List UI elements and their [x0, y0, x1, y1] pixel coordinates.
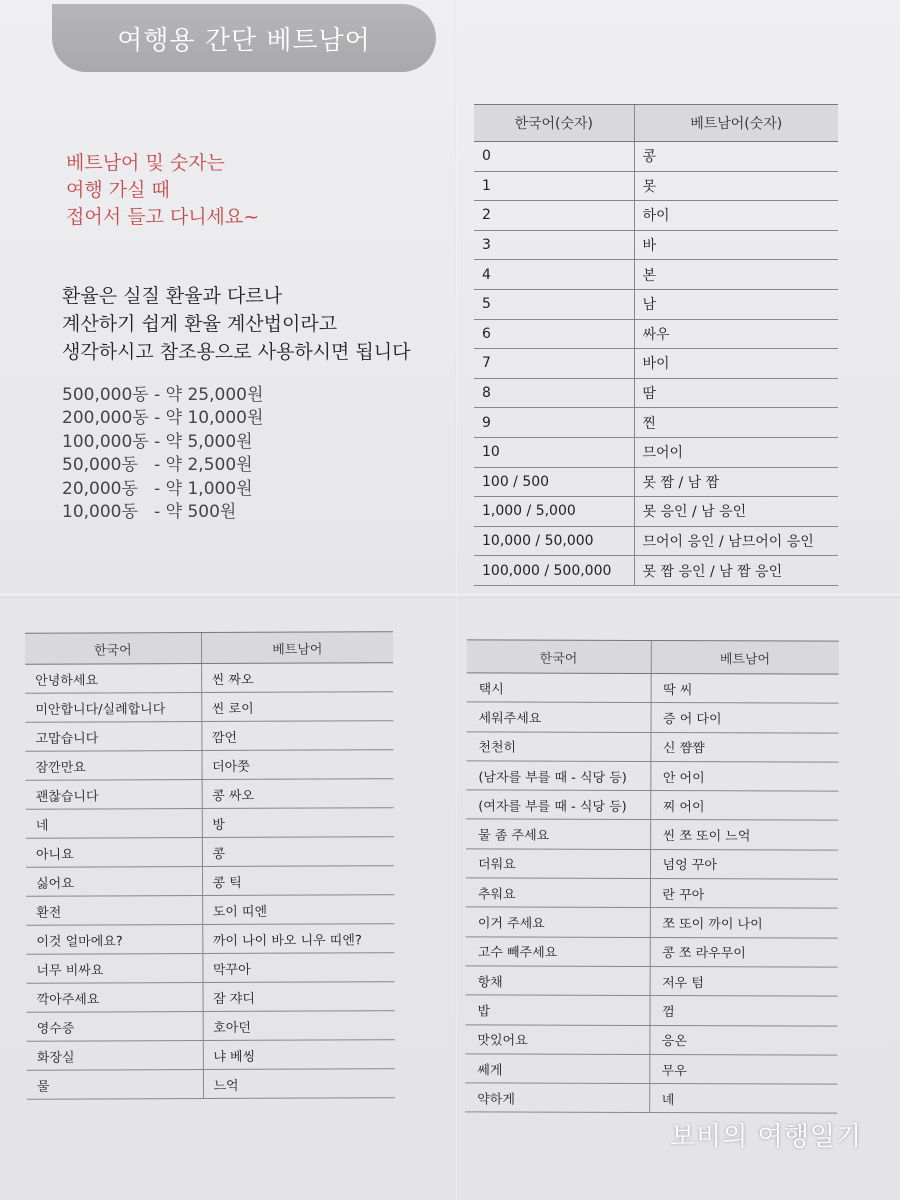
vietnamese-cell: 본 — [634, 260, 838, 290]
vietnamese-cell: 신 쨤쨤 — [650, 732, 838, 762]
korean-cell: 천천히 — [466, 731, 650, 761]
exchange-rate-item: 50,000동 - 약 2,500원 — [62, 455, 253, 476]
korean-cell: 4 — [474, 260, 634, 290]
table-row — [465, 995, 837, 1026]
korean-cell: 추워요 — [466, 878, 650, 908]
korean-cell: 영수증 — [27, 1012, 203, 1042]
table-row — [474, 556, 838, 586]
table-row — [26, 808, 394, 839]
carry-note-line: 접어서 들고 다니세요~ — [66, 206, 260, 228]
table-row — [466, 907, 838, 938]
vietnamese-cell: 므어이 응인 / 남므어이 응인 — [634, 526, 838, 556]
table-row — [466, 761, 838, 792]
korean-cell: 물 좀 주세요 — [466, 819, 650, 849]
table-row — [474, 289, 838, 319]
korean-cell: 0 — [474, 142, 634, 172]
table-row — [27, 1011, 395, 1042]
table-row — [474, 408, 838, 438]
carry-note-line: 여행 가실 때 — [66, 179, 170, 201]
table-row — [465, 1083, 837, 1114]
korean-cell: 싫어요 — [26, 867, 202, 897]
table-row — [466, 937, 838, 968]
watermark: 보비의 여행일기 — [670, 1122, 863, 1152]
table-row — [466, 790, 838, 821]
vietnamese-cell: 못 — [634, 171, 838, 201]
vietnamese-cell: 딱 씨 — [651, 673, 839, 703]
exchange-rate-list — [62, 384, 263, 524]
vietnamese-cell: 막꾸아 — [202, 953, 394, 983]
vietnamese-cell: 못 짬 / 남 짬 — [634, 467, 838, 497]
vietnamese-cell: 바 — [634, 230, 838, 260]
table-row — [25, 663, 393, 694]
column-header-korean: 한국어 — [25, 633, 201, 665]
vietnamese-cell: 녜 — [649, 1084, 837, 1114]
vietnamese-cell: 방 — [202, 808, 394, 838]
table-row — [27, 1040, 395, 1071]
korean-cell: 3 — [474, 230, 634, 260]
vietnamese-cell: 콩 싸오 — [202, 779, 394, 809]
vietnamese-cell: 란 꾸아 — [650, 879, 838, 909]
vietnamese-cell: 콩 — [634, 142, 838, 172]
table-row — [26, 837, 394, 868]
phrases-table-right — [465, 639, 839, 1114]
table-row — [26, 866, 394, 897]
korean-cell: 밥 — [465, 995, 649, 1025]
korean-cell: 8 — [474, 378, 634, 408]
phrases-table-left — [25, 631, 395, 1100]
table-row — [26, 953, 394, 984]
carry-note — [66, 150, 259, 231]
table-row — [466, 819, 838, 850]
column-header-korean: 한국어(숫자) — [474, 105, 634, 142]
korean-cell: 택시 — [467, 673, 651, 703]
vietnamese-cell: 찌 어이 — [650, 791, 838, 821]
table-row — [26, 924, 394, 955]
vietnamese-cell: 쪼 또이 까이 나이 — [650, 908, 838, 938]
numbers-table — [474, 104, 838, 586]
table-row — [474, 230, 838, 260]
table-row — [27, 982, 395, 1013]
column-header-vietnamese: 베트남어 — [201, 632, 393, 664]
vietnamese-cell: 못 응인 / 남 응인 — [634, 497, 838, 527]
korean-cell: 이것 얼마에요? — [26, 925, 202, 955]
explanation-line: 생각하시고 참조용으로 사용하시면 됩니다 — [62, 341, 411, 363]
table-row — [474, 201, 838, 231]
vietnamese-cell: 안 어이 — [650, 761, 838, 791]
vietnamese-cell: 도이 띠엔 — [202, 895, 394, 925]
vietnamese-cell: 찐 — [634, 408, 838, 438]
korean-cell: 안녕하세요 — [25, 664, 201, 694]
korean-cell: 네 — [26, 809, 202, 839]
korean-cell: 항채 — [466, 966, 650, 996]
vertical-fold-line — [455, 0, 457, 1200]
table-row — [26, 779, 394, 810]
vietnamese-cell: 깜언 — [201, 721, 393, 751]
vietnamese-cell: 응온 — [649, 1025, 837, 1055]
korean-cell: 물 — [27, 1070, 203, 1100]
vietnamese-cell: 못 짬 응인 / 남 짬 응인 — [634, 556, 838, 586]
korean-cell: 고수 빼주세요 — [466, 937, 650, 967]
korean-cell: 2 — [474, 201, 634, 231]
vietnamese-cell: 저우 텀 — [650, 966, 838, 996]
vietnamese-cell: 씬 쪼 또이 느억 — [650, 820, 838, 850]
korean-cell: 이거 주세요 — [466, 907, 650, 937]
horizontal-fold-line — [0, 594, 900, 598]
vietnamese-cell: 남 — [634, 289, 838, 319]
korean-cell: 깍아주세요 — [27, 983, 203, 1013]
table-row — [466, 731, 838, 762]
table-row — [465, 1024, 837, 1055]
vietnamese-cell: 바이 — [634, 349, 838, 379]
korean-cell: 1 — [474, 171, 634, 201]
korean-cell: 더워요 — [466, 849, 650, 879]
table-row — [474, 467, 838, 497]
korean-cell: 세워주세요 — [467, 702, 651, 732]
column-header-korean: 한국어 — [467, 640, 651, 674]
explanation-line: 환율은 실질 환율과 다르나 — [62, 285, 283, 307]
vietnamese-cell: 씬 로이 — [201, 692, 393, 722]
table-row — [26, 895, 394, 926]
carry-note-line: 베트남어 및 숫자는 — [66, 152, 225, 174]
korean-cell: 아니요 — [26, 838, 202, 868]
korean-cell: 10,000 / 50,000 — [474, 526, 634, 556]
korean-cell: 맛있어요 — [465, 1024, 649, 1054]
vietnamese-cell: 잠 쟈디 — [203, 982, 395, 1012]
vietnamese-cell: 땀 — [634, 378, 838, 408]
vietnamese-cell: 느억 — [203, 1069, 395, 1099]
table-row — [25, 721, 393, 752]
vietnamese-cell: 싸우 — [634, 319, 838, 349]
page-title: 여행용 간단 베트남어 — [52, 4, 436, 72]
table-row — [467, 702, 839, 733]
vietnamese-cell: 콩 틱 — [202, 866, 394, 896]
exchange-rate-item: 500,000동 - 약 25,000원 — [62, 385, 264, 405]
table-row — [27, 1069, 395, 1100]
table-row — [474, 260, 838, 290]
korean-cell: 고맙습니다 — [25, 722, 201, 752]
table-row — [466, 849, 838, 880]
korean-cell: 괜찮습니다 — [26, 780, 202, 810]
vietnamese-cell: 호아던 — [203, 1011, 395, 1041]
vietnamese-cell: 증 어 다이 — [651, 703, 839, 733]
vietnamese-cell: 하이 — [634, 201, 838, 231]
korean-cell: 미안합니다/실례합니다 — [25, 693, 201, 723]
vietnamese-cell: 냐 베씽 — [203, 1040, 395, 1070]
table-row — [25, 750, 393, 781]
korean-cell: 100,000 / 500,000 — [474, 556, 634, 586]
exchange-rate-item: 200,000동 - 약 10,000원 — [62, 408, 264, 429]
exchange-rate-item: 100,000동 - 약 5,000원 — [62, 431, 253, 452]
vietnamese-cell: 콩 쪼 라우무이 — [650, 937, 838, 967]
korean-cell: (여자를 부를 때 - 식당 등) — [466, 790, 650, 820]
korean-cell: 7 — [474, 349, 634, 379]
table-row — [474, 171, 838, 201]
korean-cell: 화장실 — [27, 1041, 203, 1071]
table-row — [466, 966, 838, 997]
korean-cell: 100 / 500 — [474, 467, 634, 497]
table-row — [474, 319, 838, 349]
vietnamese-cell: 씬 짜오 — [201, 663, 393, 693]
vietnamese-cell: 더아쭛 — [201, 750, 393, 780]
table-row — [465, 1054, 837, 1085]
vietnamese-cell: 콩 — [202, 837, 394, 867]
vietnamese-cell: 까이 나이 바오 니우 띠엔? — [202, 924, 394, 954]
korean-cell: (남자를 부를 때 - 식당 등) — [466, 761, 650, 791]
korean-cell: 6 — [474, 319, 634, 349]
table-row — [467, 673, 839, 704]
korean-cell: 9 — [474, 408, 634, 438]
korean-cell: 1,000 / 5,000 — [474, 497, 634, 527]
explanation-line: 계산하기 쉽게 환율 계산법이라고 — [62, 313, 338, 335]
table-row — [474, 437, 838, 467]
vietnamese-cell: 넘엉 꾸아 — [650, 849, 838, 879]
table-row — [474, 526, 838, 556]
table-row — [25, 692, 393, 723]
table-row — [474, 497, 838, 527]
table-row — [466, 878, 838, 909]
korean-cell: 5 — [474, 289, 634, 319]
exchange-rate-item: 20,000동 - 약 1,000원 — [62, 478, 253, 499]
table-row — [474, 349, 838, 379]
exchange-rate-item: 10,000동 - 약 500원 — [62, 502, 237, 523]
vietnamese-cell: 껌 — [649, 996, 837, 1026]
column-header-vietnamese: 베트남어(숫자) — [634, 105, 838, 142]
vietnamese-cell: 무우 — [649, 1054, 837, 1084]
korean-cell: 쎄게 — [465, 1054, 649, 1084]
korean-cell: 잠깐만요 — [25, 751, 201, 781]
column-header-vietnamese: 베트남어 — [651, 640, 839, 674]
exchange-explanation — [62, 282, 411, 366]
korean-cell: 환전 — [26, 896, 202, 926]
korean-cell: 너무 비싸요 — [26, 954, 202, 984]
table-row — [474, 142, 838, 172]
vietnamese-cell: 므어이 — [634, 437, 838, 467]
korean-cell: 약하게 — [465, 1083, 649, 1113]
korean-cell: 10 — [474, 437, 634, 467]
table-row — [474, 378, 838, 408]
